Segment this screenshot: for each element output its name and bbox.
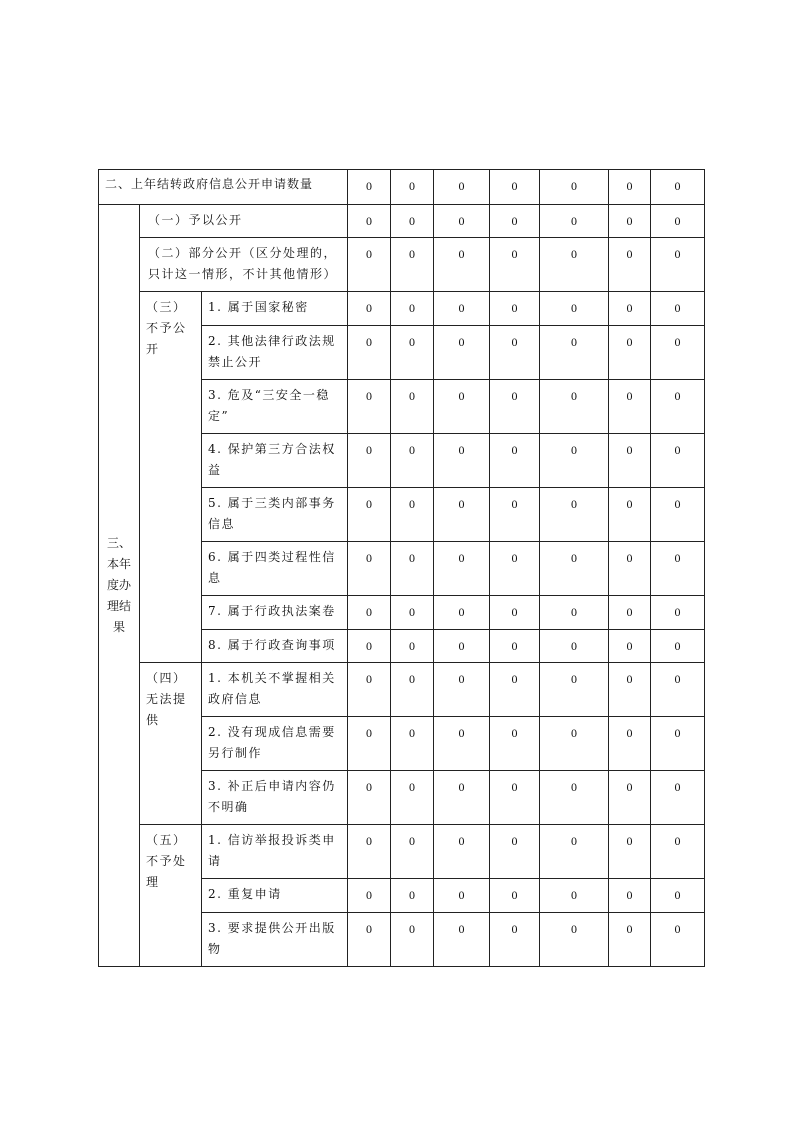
- value-cell: 0: [651, 238, 705, 292]
- value-cell: 0: [490, 292, 540, 326]
- section3-label: 三、本年度办理结果: [99, 205, 140, 967]
- value-cell: 0: [540, 663, 609, 717]
- value-cell: 0: [490, 488, 540, 542]
- table-row: [99, 292, 705, 326]
- value-cell: 0: [434, 771, 490, 825]
- value-cell: 0: [434, 238, 490, 292]
- row-label: 1. 本机关不掌握相关政府信息: [202, 663, 348, 717]
- value-cell: 0: [609, 596, 651, 630]
- table-row: [99, 205, 705, 238]
- row-label: 3. 补正后申请内容仍不明确: [202, 771, 348, 825]
- row-label: 2. 重复申请: [202, 879, 348, 913]
- row-label: 5. 属于三类内部事务信息: [202, 488, 348, 542]
- value-cell: 0: [540, 292, 609, 326]
- value-cell: 0: [391, 292, 434, 326]
- value-cell: 0: [540, 771, 609, 825]
- value-cell: 0: [651, 913, 705, 967]
- value-cell: 0: [609, 488, 651, 542]
- value-cell: 0: [540, 630, 609, 663]
- value-cell: 0: [434, 825, 490, 879]
- value-cell: 0: [391, 596, 434, 630]
- row-label: 3. 要求提供公开出版物: [202, 913, 348, 967]
- value-cell: 0: [348, 434, 391, 488]
- value-cell: 0: [540, 326, 609, 380]
- value-cell: 0: [434, 292, 490, 326]
- value-cell: 0: [609, 717, 651, 771]
- value-cell: 0: [490, 717, 540, 771]
- value-cell: 0: [391, 238, 434, 292]
- value-cell: 0: [348, 205, 391, 238]
- value-cell: 0: [434, 913, 490, 967]
- value-cell: 0: [651, 542, 705, 596]
- value-cell: 0: [651, 879, 705, 913]
- value-cell: 0: [348, 913, 391, 967]
- value-cell: 0: [391, 488, 434, 542]
- row-label: 2. 其他法律行政法规禁止公开: [202, 326, 348, 380]
- value-cell: 0: [391, 542, 434, 596]
- value-cell: 0: [391, 825, 434, 879]
- value-cell: 0: [609, 542, 651, 596]
- value-cell: 0: [609, 879, 651, 913]
- row-label: 2. 没有现成信息需要另行制作: [202, 717, 348, 771]
- value-cell: 0: [391, 380, 434, 434]
- value-cell: 0: [540, 205, 609, 238]
- value-cell: 0: [609, 380, 651, 434]
- value-cell: 0: [609, 434, 651, 488]
- row-label: 1. 信访举报投诉类申请: [202, 825, 348, 879]
- value-cell: 0: [651, 170, 705, 205]
- value-cell: 0: [348, 238, 391, 292]
- value-cell: 0: [651, 596, 705, 630]
- value-cell: 0: [434, 879, 490, 913]
- value-cell: 0: [540, 879, 609, 913]
- value-cell: 0: [434, 205, 490, 238]
- value-cell: 0: [651, 488, 705, 542]
- value-cell: 0: [540, 380, 609, 434]
- value-cell: 0: [348, 380, 391, 434]
- row-label: 6. 属于四类过程性信息: [202, 542, 348, 596]
- row-label: 4. 保护第三方合法权益: [202, 434, 348, 488]
- value-cell: 0: [609, 205, 651, 238]
- group-label: （四）无法提供: [140, 663, 202, 825]
- value-cell: 0: [348, 542, 391, 596]
- value-cell: 0: [434, 380, 490, 434]
- value-cell: 0: [540, 542, 609, 596]
- value-cell: 0: [651, 326, 705, 380]
- value-cell: 0: [434, 717, 490, 771]
- value-cell: 0: [391, 170, 434, 205]
- value-cell: 0: [434, 663, 490, 717]
- value-cell: 0: [490, 542, 540, 596]
- row-label: 8. 属于行政查询事项: [202, 630, 348, 663]
- value-cell: 0: [391, 771, 434, 825]
- row-label: 7. 属于行政执法案卷: [202, 596, 348, 630]
- report-table: [98, 169, 705, 967]
- value-cell: 0: [434, 488, 490, 542]
- value-cell: 0: [348, 596, 391, 630]
- value-cell: 0: [348, 717, 391, 771]
- value-cell: 0: [651, 292, 705, 326]
- value-cell: 0: [434, 434, 490, 488]
- value-cell: 0: [348, 771, 391, 825]
- value-cell: 0: [348, 879, 391, 913]
- value-cell: 0: [348, 825, 391, 879]
- table-row: [99, 238, 705, 292]
- carry-over-label: 二、上年结转政府信息公开申请数量: [99, 170, 348, 205]
- value-cell: 0: [391, 913, 434, 967]
- row-label: 1. 属于国家秘密: [202, 292, 348, 326]
- value-cell: 0: [490, 205, 540, 238]
- value-cell: 0: [348, 170, 391, 205]
- value-cell: 0: [609, 825, 651, 879]
- value-cell: 0: [540, 170, 609, 205]
- value-cell: 0: [490, 238, 540, 292]
- value-cell: 0: [490, 596, 540, 630]
- value-cell: 0: [391, 434, 434, 488]
- table-row: [99, 663, 705, 717]
- row-label: （二）部分公开（区分处理的，只计这一情形，不计其他情形）: [140, 238, 348, 292]
- value-cell: 0: [490, 663, 540, 717]
- value-cell: 0: [651, 663, 705, 717]
- value-cell: 0: [490, 434, 540, 488]
- value-cell: 0: [609, 771, 651, 825]
- value-cell: 0: [609, 913, 651, 967]
- value-cell: 0: [540, 596, 609, 630]
- table-row: [99, 825, 705, 879]
- value-cell: 0: [434, 542, 490, 596]
- value-cell: 0: [651, 771, 705, 825]
- value-cell: 0: [490, 825, 540, 879]
- value-cell: 0: [490, 630, 540, 663]
- group-label: （三）不予公开: [140, 292, 202, 663]
- value-cell: 0: [490, 170, 540, 205]
- value-cell: 0: [651, 717, 705, 771]
- value-cell: 0: [609, 326, 651, 380]
- row-label: 3. 危及“三安全一稳定”: [202, 380, 348, 434]
- value-cell: 0: [434, 630, 490, 663]
- value-cell: 0: [609, 663, 651, 717]
- value-cell: 0: [490, 879, 540, 913]
- value-cell: 0: [348, 292, 391, 326]
- value-cell: 0: [391, 663, 434, 717]
- value-cell: 0: [348, 488, 391, 542]
- value-cell: 0: [651, 630, 705, 663]
- value-cell: 0: [609, 238, 651, 292]
- value-cell: 0: [609, 292, 651, 326]
- value-cell: 0: [391, 717, 434, 771]
- value-cell: 0: [540, 717, 609, 771]
- value-cell: 0: [609, 170, 651, 205]
- value-cell: 0: [391, 326, 434, 380]
- group-label: （五）不予处理: [140, 825, 202, 967]
- value-cell: 0: [348, 630, 391, 663]
- value-cell: 0: [651, 380, 705, 434]
- value-cell: 0: [490, 771, 540, 825]
- value-cell: 0: [391, 879, 434, 913]
- row-label: （一）予以公开: [140, 205, 348, 238]
- carry-over-row: [99, 170, 705, 205]
- value-cell: 0: [609, 630, 651, 663]
- value-cell: 0: [490, 326, 540, 380]
- value-cell: 0: [434, 170, 490, 205]
- value-cell: 0: [540, 913, 609, 967]
- value-cell: 0: [540, 488, 609, 542]
- value-cell: 0: [434, 596, 490, 630]
- value-cell: 0: [651, 825, 705, 879]
- value-cell: 0: [434, 326, 490, 380]
- value-cell: 0: [540, 238, 609, 292]
- value-cell: 0: [490, 380, 540, 434]
- value-cell: 0: [651, 434, 705, 488]
- value-cell: 0: [391, 205, 434, 238]
- value-cell: 0: [348, 326, 391, 380]
- value-cell: 0: [651, 205, 705, 238]
- value-cell: 0: [540, 825, 609, 879]
- value-cell: 0: [540, 434, 609, 488]
- value-cell: 0: [391, 630, 434, 663]
- value-cell: 0: [348, 663, 391, 717]
- value-cell: 0: [490, 913, 540, 967]
